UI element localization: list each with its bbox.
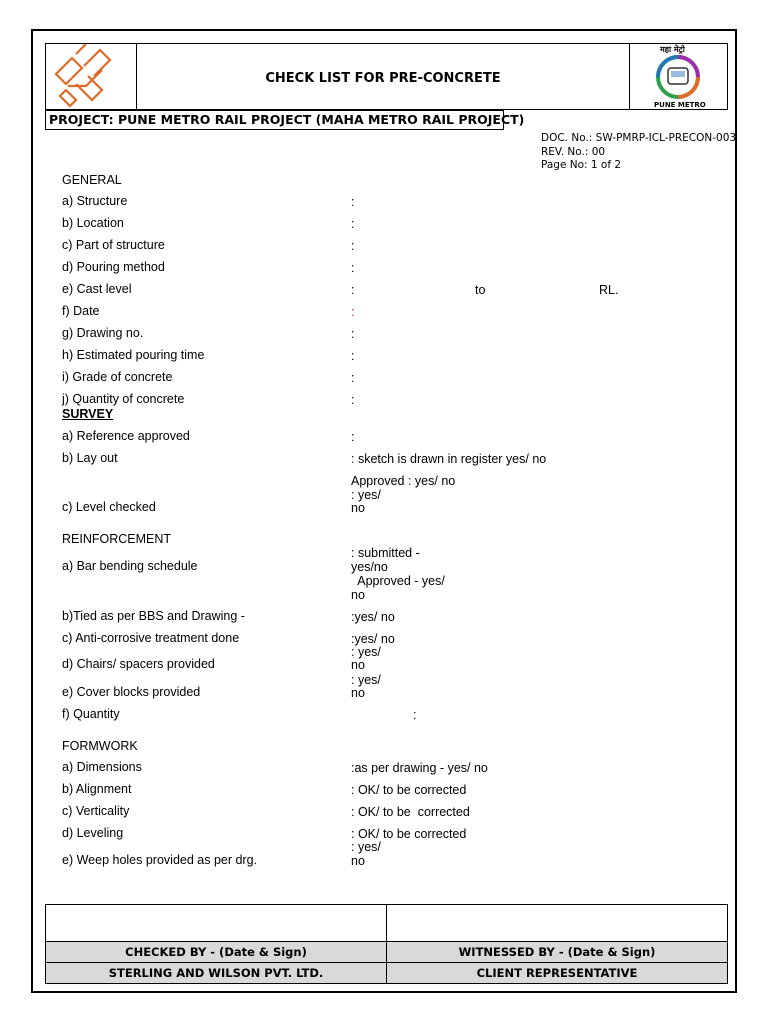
page-number: Page No: 1 of 2 <box>541 159 622 171</box>
survey-item-value-approved: Approved : yes/ no <box>351 474 456 488</box>
reinforcement-item-label: f) Quantity <box>62 707 120 721</box>
page-title: CHECK LIST FOR PRE-CONCRETE <box>265 71 501 86</box>
general-item-label: f) Date <box>62 304 100 318</box>
reinforcement-item-label: d) Chairs/ spacers provided <box>62 657 215 671</box>
reinforcement-item-label: e) Cover blocks provided <box>62 685 201 699</box>
reinforcement-bbs-value-3: Approved - yes/ <box>351 574 445 588</box>
signature-table <box>45 904 728 984</box>
general-item-value: : <box>351 239 355 253</box>
survey-item-value: : yes/ <box>351 488 381 502</box>
general-item-label: g) Drawing no. <box>62 326 144 340</box>
general-item-value: : <box>351 371 355 385</box>
survey-item-label: b) Lay out <box>62 451 118 465</box>
reinforcement-item-label: a) Bar bending schedule <box>62 559 198 573</box>
general-item-value: : <box>351 393 355 407</box>
cast-level-to: to <box>475 283 486 297</box>
formwork-item-value: :as per drawing - yes/ no <box>351 761 488 775</box>
client-label: CLIENT REPRESENTATIVE <box>387 963 728 984</box>
doc-number: DOC. No.: SW-PMRP-ICL-PRECON-003 <box>541 132 737 144</box>
formwork-item-label: c) Verticality <box>62 804 130 818</box>
general-item-label: b) Location <box>62 216 124 230</box>
witnessed-sign-box <box>387 905 728 942</box>
section-survey-heading: SURVEY <box>62 407 114 421</box>
svg-text:महा मेट्रो: महा मेट्रो <box>660 45 685 54</box>
general-item-label: e) Cast level <box>62 282 132 296</box>
survey-item-value-2: no <box>351 501 365 515</box>
survey-item-label: a) Reference approved <box>62 429 190 443</box>
reinforcement-item-value-2: no <box>351 658 365 672</box>
reinforcement-bbs-value-2: yes/no <box>351 560 388 574</box>
section-formwork-heading: FORMWORK <box>62 739 138 753</box>
svg-text:PUNE METRO: PUNE METRO <box>654 101 706 109</box>
general-item-value: : <box>351 217 355 231</box>
section-reinforcement-heading: REINFORCEMENT <box>62 532 172 546</box>
reinforcement-item-value: :yes/ no <box>351 610 395 624</box>
general-item-label: i) Grade of concrete <box>62 370 173 384</box>
checked-sign-box <box>46 905 387 942</box>
general-item-value: : <box>351 349 355 363</box>
general-item-value: : <box>351 283 355 297</box>
formwork-item-value: : OK/ to be corrected <box>351 805 470 819</box>
formwork-item-value: : OK/ to be corrected <box>351 783 467 797</box>
general-item-label: a) Structure <box>62 194 128 208</box>
section-general-heading: GENERAL <box>62 173 122 187</box>
survey-item-value: : sketch is drawn in register yes/ no <box>351 452 547 466</box>
reinforcement-item-label: b)Tied as per BBS and Drawing - <box>62 609 245 623</box>
reinforcement-bbs-value-1: : submitted - <box>351 546 420 560</box>
general-item-label: d) Pouring method <box>62 260 165 274</box>
general-item-label: h) Estimated pouring time <box>62 348 205 362</box>
reinforcement-item-value: : <box>413 708 417 722</box>
formwork-item-value: : OK/ to be corrected <box>351 827 467 841</box>
pune-metro-logo <box>629 44 727 109</box>
formwork-item-value-2: no <box>351 854 365 868</box>
general-item-label: c) Part of structure <box>62 238 165 252</box>
general-item-label: j) Quantity of concrete <box>62 392 185 406</box>
checked-by-label: CHECKED BY - (Date & Sign) <box>46 942 387 963</box>
general-item-value: : <box>351 261 355 275</box>
survey-item-value: : <box>351 430 355 444</box>
reinforcement-item-value: : yes/ <box>351 645 381 659</box>
formwork-item-value: : yes/ <box>351 840 381 854</box>
witnessed-by-label: WITNESSED BY - (Date & Sign) <box>387 942 728 963</box>
reinforcement-item-value: : yes/ <box>351 673 381 687</box>
survey-item-label: c) Level checked <box>62 500 156 514</box>
company-logo <box>46 44 137 109</box>
company-name: STERLING AND WILSON PVT. LTD. <box>46 963 387 984</box>
general-item-value: : <box>351 305 355 319</box>
cast-level-rl: RL. <box>599 283 619 297</box>
formwork-item-label: a) Dimensions <box>62 760 142 774</box>
general-item-value: : <box>351 327 355 341</box>
reinforcement-item-value-2: no <box>351 686 365 700</box>
reinforcement-item-value: :yes/ no <box>351 632 395 646</box>
project-banner: PROJECT: PUNE METRO RAIL PROJECT (MAHA METRO RAIL PROJECT) <box>45 110 504 130</box>
formwork-item-label: e) Weep holes provided as per drg. <box>62 853 258 867</box>
header-box <box>45 43 728 110</box>
reinforcement-item-label: c) Anti-corrosive treatment done <box>62 631 240 645</box>
rev-number: REV. No.: 00 <box>541 146 606 158</box>
formwork-item-label: b) Alignment <box>62 782 132 796</box>
reinforcement-bbs-value-4: no <box>351 588 365 602</box>
general-item-value: : <box>351 195 355 209</box>
formwork-item-label: d) Leveling <box>62 826 124 840</box>
